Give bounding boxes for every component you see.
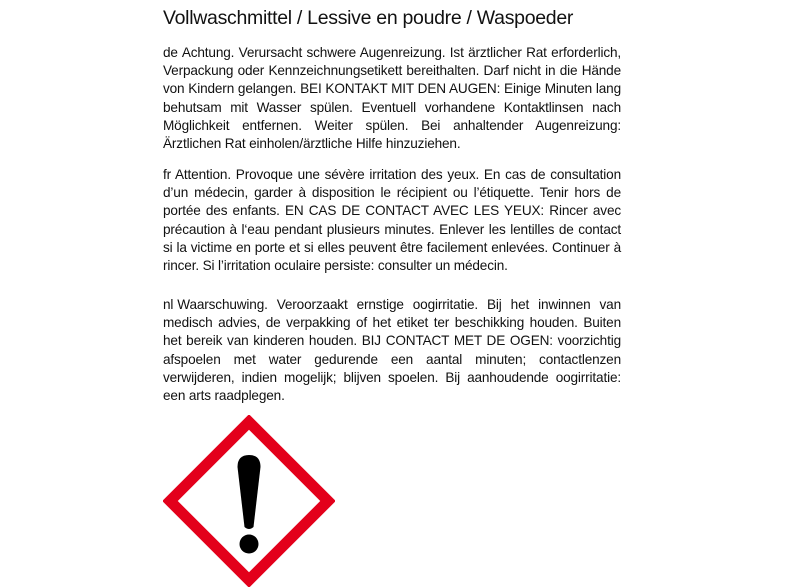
section-text: Attention. Provoque une sévère irritation des yeux. En cas de consultation d’un médecin, garder à disposition le récipient ou l’étiquette. Tenir hors de portée des enfants. EN CAS DE CONTACT AVEC LES YEUX: Rincer avec précaution à l‘eau pendant plusieurs minutes. Enlever les lentilles de contact si la victime en porte et si elles peuvent être facilement enlevées. Continuer à rincer. Si l’irritation oculaire persiste: consulter un médecin. [163, 167, 621, 274]
language-code: de [163, 45, 178, 60]
exclamation-dot [240, 535, 259, 554]
language-code: nl [163, 297, 174, 312]
hazard-label [163, 0, 623, 587]
section-text: Waarschuwing. Veroorzaakt ernstige oogirritatie. Bij het inwinnen van medisch advies, de verpakking of het etiket ter beschikking houden. Buiten het bereik van kinderen houden. BIJ CONTACT MET DE OGEN: voorzichtig afspoelen met water gedurende een aantal minuten; contactlenzen verwijderen, indien mogelijk; blijven spoelen. Bij aanhoudende oogirritatie: een arts raadplegen. [163, 297, 621, 404]
ghs-exclamation-mark-icon [163, 415, 335, 587]
section-text: Achtung. Verursacht schwere Augenreizung. Ist ärztlicher Rat erforderlich, Verpackung oder Kennzeichnungsetikett bereithalten. Darf nicht in die Hände von Kindern gelangen. BEI KONTAKT MIT DEN AUGEN: Einige Minuten lang behutsam mit Wasser spülen. Eventuell vorhandene Kontaktlinsen nach Möglichkeit entfernen. Weiter spülen. Bei anhaltender Augenreizung: Ärztlichen Rat einholen/ärztliche Hilfe hinzuziehen. [163, 45, 621, 152]
section-de [163, 44, 621, 153]
section-nl [163, 296, 621, 405]
page-title: Vollwaschmittel / Lessive en poudre / Waspoeder [163, 7, 574, 29]
section-fr [163, 166, 621, 275]
language-code: fr [163, 167, 172, 182]
